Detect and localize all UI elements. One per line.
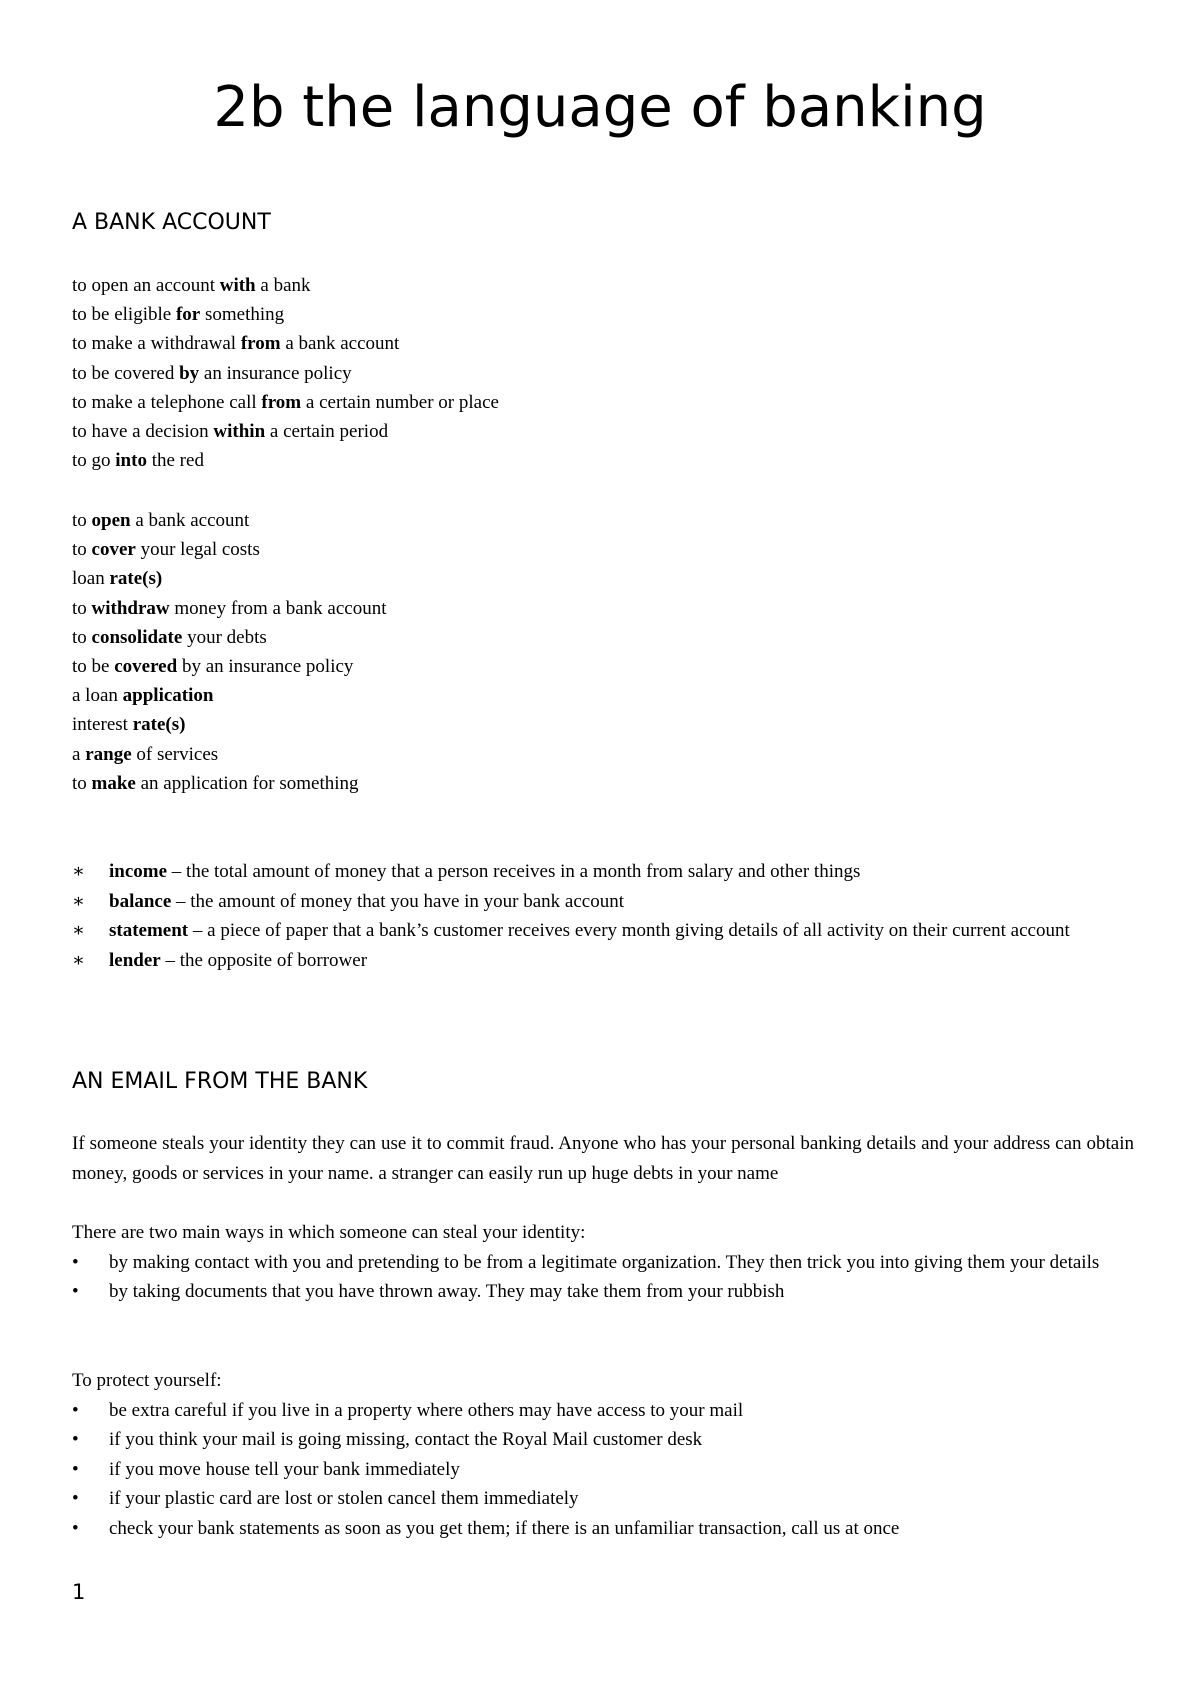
list-item: • check your bank statements as soon as you get them; if there is an unfamiliar transaction, call us at once	[72, 1514, 1134, 1544]
page-number: 1	[72, 1580, 86, 1604]
asterisk-icon: ∗	[72, 861, 85, 882]
bullet-icon: •	[72, 1488, 79, 1509]
list-item: • by making contact with you and pretending to be from a legitimate organization. They then trick you into giving them your details	[72, 1248, 1134, 1278]
phrase-line: to be covered by an insurance policy	[72, 362, 352, 384]
bullet-icon: •	[72, 1458, 79, 1480]
section-heading-email: AN EMAIL FROM THE BANK	[72, 1069, 368, 1094]
phrase-line: to make a withdrawal from a bank account	[72, 333, 400, 355]
list-item: • by taking documents that you have thrown away. They may take them from your rubbish	[72, 1277, 1134, 1307]
list-item: • if you think your mail is going missing, contact the Royal Mail customer desk	[72, 1425, 1134, 1455]
list-item: • if you move house tell your bank immediately	[72, 1455, 1134, 1485]
phrase-line: a range of services	[72, 743, 219, 765]
protect-intro: To protect yourself:	[72, 1370, 222, 1391]
protect-list	[72, 1396, 1134, 1544]
phrase-line: to have a decision within a certain period	[72, 421, 389, 443]
phrase-line: to go into the red	[72, 450, 204, 472]
bullet-icon: •	[72, 1517, 79, 1539]
phrase-line: to make a telephone call from a certain number or place	[72, 391, 499, 413]
bullet-icon: •	[72, 1281, 79, 1302]
definition-item: ∗ statement – a piece of paper that a bank’s customer receives every month giving details of all activity on their current account	[72, 916, 1134, 946]
phrase-line: to be covered by an insurance policy	[72, 656, 354, 678]
asterisk-icon: ∗	[72, 920, 85, 941]
definition-item: ∗ income – the total amount of money that a person receives in a month from salary and other things	[72, 857, 1134, 887]
ways-section	[72, 1218, 1134, 1307]
asterisk-icon: ∗	[72, 949, 85, 971]
ways-intro: There are two main ways in which someone can steal your identity:	[72, 1222, 586, 1243]
bullet-icon: •	[72, 1399, 79, 1421]
definitions-list	[72, 857, 1134, 975]
ways-list	[72, 1248, 1134, 1307]
definition-item: ∗ lender – the opposite of borrower	[72, 946, 1134, 976]
phrase-line: a loan application	[72, 685, 214, 707]
phrase-line: to open a bank account	[72, 510, 250, 531]
phrase-line: to open an account with a bank	[72, 275, 311, 296]
email-paragraph: If someone steals your identity they can use it to commit fraud. Anyone who has your personal banking details and your address can obtain money, goods or services in your name. a stranger can easily run up huge debts in your name	[72, 1133, 1134, 1184]
prepositions-list	[72, 271, 1134, 475]
bullet-icon: •	[72, 1251, 79, 1273]
collocations-list	[72, 506, 1134, 798]
phrase-line: to consolidate your debts	[72, 626, 267, 648]
phrase-line: to be eligible for something	[72, 304, 285, 326]
list-item: • be extra careful if you live in a property where others may have access to your mail	[72, 1396, 1134, 1426]
protect-section	[72, 1366, 1134, 1543]
bullet-icon: •	[72, 1429, 79, 1450]
definition-item: ∗ balance – the amount of money that you have in your bank account	[72, 887, 1134, 917]
page-title: 2b the language of banking	[213, 75, 987, 140]
phrase-line: to withdraw money from a bank account	[72, 597, 387, 619]
phrase-line: interest rate(s)	[72, 714, 186, 736]
section-heading-bank-account: A BANK ACCOUNT	[72, 210, 271, 235]
list-item: • if your plastic card are lost or stolen cancel them immediately	[72, 1484, 1134, 1514]
phrase-line: to cover your legal costs	[72, 539, 260, 561]
phrase-line: loan rate(s)	[72, 568, 163, 590]
asterisk-icon: ∗	[72, 890, 85, 912]
phrase-line: to make an application for something	[72, 772, 359, 794]
